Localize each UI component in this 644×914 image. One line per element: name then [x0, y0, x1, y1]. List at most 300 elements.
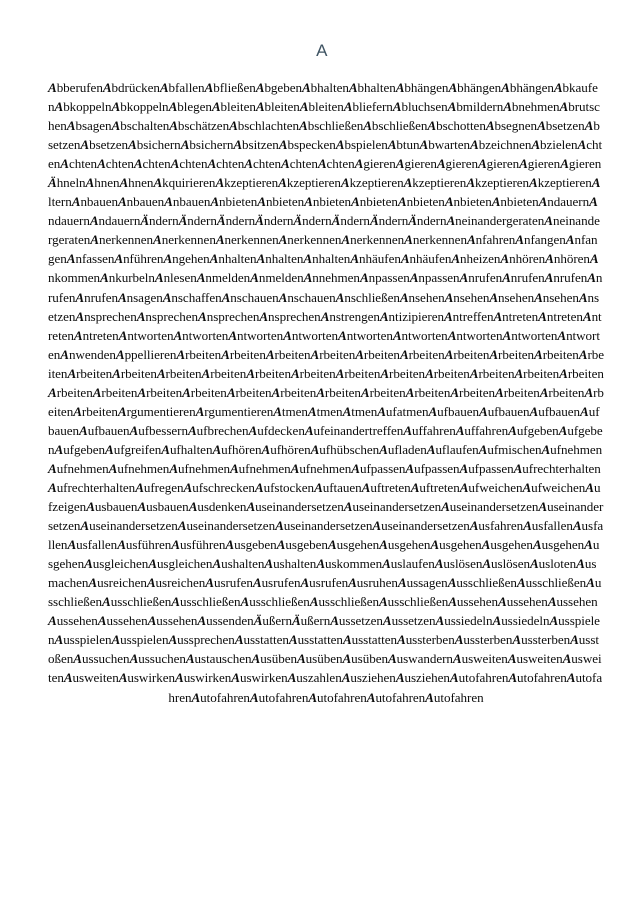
verb-entry: Ausziehen: [395, 670, 450, 686]
verb-entry: Achten: [244, 156, 282, 172]
verb-entry: Andauern: [89, 213, 141, 229]
verb-initial: A: [299, 99, 309, 115]
verb-entry: Abschätzen: [169, 118, 230, 134]
verb-entry: Ändern: [408, 213, 447, 229]
verb-entry: Aufgeben: [508, 422, 559, 438]
verb-initial: A: [459, 270, 469, 286]
verb-initial: A: [380, 365, 390, 381]
verb-initial: A: [264, 556, 274, 572]
verb-initial: A: [459, 479, 469, 495]
verb-entry: Auffahren: [455, 422, 509, 438]
verb-entry: Ausüben: [251, 651, 297, 667]
verb-initial: A: [507, 651, 517, 667]
verb-entry: Akzeptieren: [403, 175, 467, 191]
verb-entry: Aufnehmen: [541, 441, 603, 457]
verb-initial: A: [354, 156, 364, 172]
verb-initial: A: [307, 403, 317, 419]
verb-initial: A: [397, 575, 407, 591]
verb-entry: Absetzen: [80, 137, 129, 153]
verb-entry: Aufnehmen: [108, 460, 170, 476]
verb-entry: Anerkennen: [341, 232, 405, 248]
verb-entry: Abkoppeln: [111, 99, 169, 115]
verb-entry: Auseinandersetzen: [177, 518, 276, 534]
verb-entry: Anmelden: [250, 270, 304, 286]
verb-initial: A: [379, 308, 389, 324]
verb-entry: Ausgehen: [379, 537, 431, 553]
verb-initial: A: [225, 537, 235, 553]
verb-entry: Ändern: [255, 213, 294, 229]
verb-entry: Antreten: [493, 308, 539, 324]
verb-initial: A: [281, 156, 290, 172]
verb-initial: A: [538, 499, 548, 515]
verb-entry: Aufnehmen: [48, 460, 109, 476]
verb-entry: Abschließen: [363, 118, 428, 134]
verb-entry: Arbeiten: [221, 346, 266, 362]
verb-initial: A: [75, 308, 85, 324]
verb-entry: Arbeiten: [48, 384, 604, 419]
verb-initial: A: [405, 460, 415, 476]
verb-entry: Auslaufen: [382, 556, 435, 572]
verb-initial: A: [355, 346, 364, 362]
verb-initial: A: [102, 80, 112, 95]
verb-initial: A: [290, 460, 300, 476]
verb-initial: A: [434, 556, 444, 572]
verb-entry: Absetzen: [537, 118, 585, 134]
verb-entry: Aneinandergeraten: [446, 213, 545, 229]
verb-entry: Arbeiten: [335, 365, 381, 381]
verb-entry: Arbeiten: [360, 384, 406, 400]
verb-initial: A: [335, 137, 345, 153]
verb-entry: Anbauen: [164, 194, 211, 210]
verb-initial: Ä: [178, 213, 188, 229]
verb-initial: A: [469, 365, 479, 381]
verb-entry: Absitzen: [233, 137, 279, 153]
verb-entry: Aufmischen: [478, 441, 542, 457]
verb-initial: A: [296, 651, 306, 667]
verb-initial: A: [240, 594, 250, 610]
verb-entry: Auswirken: [175, 670, 232, 686]
verb-initial: A: [196, 270, 206, 286]
verb-entry: Antworten: [48, 327, 600, 362]
verb-initial: A: [441, 499, 450, 515]
verb-initial: A: [448, 80, 458, 95]
verb-entry: Ableiten: [299, 99, 344, 115]
verb-initial: A: [177, 518, 187, 534]
verb-entry: Arbeiten: [399, 346, 445, 362]
verb-entry: Anrufen: [75, 289, 118, 305]
verb-initial: A: [60, 346, 69, 362]
verb-initial: A: [118, 327, 128, 343]
verb-initial: A: [221, 289, 231, 305]
verb-initial: A: [489, 346, 499, 362]
verb-entry: Aufzeigen: [48, 479, 601, 515]
verb-entry: Anhören: [500, 251, 546, 267]
verb-initial: A: [66, 118, 76, 134]
verb-initial: A: [168, 632, 178, 648]
verb-initial: A: [164, 194, 173, 210]
verb-entry: Aussehen: [147, 613, 198, 629]
verb-entry: Antworten: [502, 327, 558, 343]
verb-entry: Ändern: [140, 213, 179, 229]
verb-initial: A: [466, 232, 476, 248]
verb-entry: Andauern: [48, 194, 598, 229]
verb-initial: A: [537, 118, 546, 134]
verb-initial: A: [300, 575, 310, 591]
verb-initial: A: [211, 99, 221, 115]
verb-entry: Agieren: [354, 156, 396, 172]
verb-entry: Arbeiten: [316, 384, 361, 400]
verb-initial: Ä: [253, 613, 263, 629]
verb-initial: A: [516, 575, 526, 591]
verb-initial: A: [233, 137, 243, 153]
verb-entry: Angehen: [163, 251, 210, 267]
verb-initial: A: [244, 156, 253, 172]
verb-entry: Anbauen: [117, 194, 165, 210]
verb-initial: A: [63, 670, 73, 686]
verb-initial: A: [531, 137, 541, 153]
verb-initial: A: [92, 384, 102, 400]
verb-entry: Anhalten: [256, 251, 304, 267]
verb-list: [48, 78, 604, 707]
verb-initial: A: [519, 156, 528, 172]
verb-entry: Aussehen: [48, 613, 98, 629]
verb-initial: A: [60, 156, 69, 172]
verb-entry: Abhängen: [501, 80, 554, 95]
verb-entry: Anhäufen: [400, 251, 452, 267]
verb-initial: A: [73, 651, 82, 667]
verb-entry: Auswandern: [387, 651, 453, 667]
verb-initial: A: [549, 613, 559, 629]
verb-initial: A: [589, 194, 598, 210]
verb-initial: A: [343, 99, 353, 115]
verb-initial: A: [584, 384, 594, 400]
verb-initial: A: [283, 327, 292, 343]
verb-entry: Aufstocken: [254, 479, 315, 495]
verb-initial: A: [366, 689, 376, 705]
verb-initial: A: [133, 156, 143, 172]
verb-initial: A: [430, 537, 440, 553]
verb-entry: Ausschließen: [516, 575, 587, 591]
verb-initial: A: [587, 270, 596, 286]
verb-entry: Antworten: [228, 327, 284, 343]
verb-initial: A: [183, 479, 193, 495]
verb-initial: A: [351, 460, 360, 476]
verb-initial: A: [212, 556, 222, 572]
verb-entry: Aussuchen: [73, 651, 130, 667]
verb-entry: Arbeiten: [559, 365, 604, 381]
verb-entry: Argumentieren: [117, 403, 196, 419]
verb-entry: Aussprechen: [168, 632, 235, 648]
verb-initial: A: [137, 499, 147, 515]
verb-entry: Auskommen: [316, 556, 383, 572]
verb-entry: Aussterben: [454, 632, 513, 648]
verb-initial: A: [111, 632, 121, 648]
verb-entry: Aussuchen: [129, 651, 186, 667]
verb-entry: Anschließen: [335, 289, 400, 305]
verb-entry: Absichern: [128, 137, 181, 153]
verb-initial: A: [447, 99, 457, 115]
verb-initial: Ä: [255, 213, 264, 229]
verb-initial: A: [591, 175, 601, 191]
verb-entry: Aufweichen: [459, 479, 523, 495]
verb-initial: A: [168, 99, 178, 115]
verb-initial: A: [361, 479, 371, 495]
verb-initial: A: [156, 365, 166, 381]
verb-entry: Arbeiten: [156, 365, 202, 381]
verb-initial: A: [342, 632, 352, 648]
verb-entry: Anbieten: [351, 194, 398, 210]
verb-initial: A: [560, 156, 569, 172]
verb-entry: Aufpassen: [351, 460, 406, 476]
verb-entry: Ausfallen: [67, 537, 118, 553]
verb-initial: A: [426, 441, 436, 457]
verb-entry: Akzeptieren: [340, 175, 404, 191]
verb-initial: A: [482, 556, 492, 572]
verb-initial: A: [577, 137, 587, 153]
verb-initial: Ä: [369, 213, 379, 229]
verb-initial: A: [444, 194, 454, 210]
verb-initial: A: [119, 175, 129, 191]
verb-initial: A: [137, 384, 147, 400]
verb-entry: Abschließen: [299, 118, 364, 134]
verb-entry: Atmen: [273, 403, 308, 419]
verb-entry: Ansagen: [117, 289, 163, 305]
verb-entry: Ausschließen: [102, 594, 172, 610]
verb-initial: A: [88, 575, 98, 591]
verb-initial: A: [278, 137, 288, 153]
verb-entry: Antreten: [538, 308, 583, 324]
verb-entry: Abluchsen: [392, 99, 448, 115]
verb-entry: Autofahren: [449, 670, 509, 686]
verb-entry: Absichern: [180, 137, 234, 153]
verb-entry: Aufnehmen: [229, 460, 291, 476]
verb-entry: Aussehen: [448, 594, 499, 610]
verb-initial: A: [351, 194, 360, 210]
verb-entry: Altern: [48, 175, 601, 210]
verb-entry: Anbieten: [210, 194, 258, 210]
verb-entry: Aushalten: [212, 556, 265, 572]
verb-entry: Aushalten: [264, 556, 317, 572]
verb-initial: A: [395, 80, 405, 95]
verb-entry: Antreten: [48, 308, 602, 343]
verb-entry: Ausschließen: [240, 594, 310, 610]
verb-initial: A: [387, 137, 397, 153]
verb-initial: A: [529, 556, 539, 572]
verb-entry: Ausweiten: [63, 670, 119, 686]
verb-initial: A: [397, 194, 407, 210]
verb-entry: Anschauen: [221, 289, 279, 305]
verb-initial: A: [310, 441, 320, 457]
verb-initial: A: [75, 289, 85, 305]
verb-entry: Auftauen: [314, 479, 362, 495]
verb-entry: Aufdecken: [248, 422, 305, 438]
verb-entry: Aufpassen: [405, 460, 460, 476]
verb-initial: A: [54, 441, 64, 457]
verb-initial: A: [584, 118, 594, 134]
verb-initial: A: [470, 137, 479, 153]
verb-initial: A: [304, 194, 313, 210]
verb-initial: A: [86, 499, 95, 515]
verb-entry: Ausgeben: [276, 537, 328, 553]
verb-entry: Abhalten: [301, 80, 349, 95]
verb-initial: A: [566, 670, 576, 686]
verb-initial: A: [419, 137, 429, 153]
verb-initial: A: [529, 403, 539, 419]
verb-initial: A: [466, 175, 475, 191]
verb-initial: A: [498, 594, 507, 610]
verb-initial: Ä: [291, 613, 301, 629]
verb-initial: A: [478, 441, 488, 457]
verb-initial: A: [182, 384, 191, 400]
verb-entry: Ausführen: [117, 537, 172, 553]
verb-initial: A: [335, 365, 345, 381]
verb-entry: Achten: [207, 156, 245, 172]
verb-initial: A: [207, 156, 217, 172]
verb-entry: Ausziehen: [341, 670, 396, 686]
verb-entry: Ausschließen: [171, 594, 241, 610]
verb-initial: A: [529, 175, 538, 191]
verb-entry: Arbeiten: [112, 365, 157, 381]
verb-initial: A: [338, 327, 347, 343]
verb-entry: Anerkennen: [215, 232, 279, 248]
verb-entry: Ausweiten: [48, 651, 602, 686]
verb-initial: A: [485, 118, 495, 134]
verb-initial: A: [129, 422, 139, 438]
verb-entry: Aufweichen: [522, 479, 586, 495]
verb-initial: A: [559, 365, 568, 381]
verb-entry: Auflaufen: [426, 441, 479, 457]
verb-entry: Arbeiten: [380, 365, 426, 381]
verb-initial: A: [538, 194, 548, 210]
verb-entry: Auszahlen: [287, 670, 342, 686]
verb-initial: A: [589, 251, 599, 267]
verb-initial: A: [129, 651, 139, 667]
verb-entry: Arbeiten: [226, 384, 272, 400]
verb-initial: A: [580, 403, 589, 419]
verb-entry: Abnehmen: [503, 99, 560, 115]
verb-entry: Aufgreifen: [105, 441, 162, 457]
verb-entry: Aufbauen: [428, 403, 479, 419]
verb-entry: Aufschrecken: [183, 479, 255, 495]
verb-initial: A: [257, 194, 266, 210]
verb-entry: Anbieten: [397, 194, 445, 210]
verb-entry: Ausschließen: [48, 575, 602, 610]
verb-initial: A: [495, 384, 504, 400]
verb-entry: Anheizen: [451, 251, 501, 267]
verb-initial: A: [348, 575, 357, 591]
verb-entry: Akzeptieren: [215, 175, 279, 191]
verb-initial: A: [54, 99, 64, 115]
verb-initial: A: [128, 137, 137, 153]
verb-initial: A: [115, 346, 125, 362]
verb-entry: Achten: [317, 156, 355, 172]
verb-initial: A: [403, 175, 413, 191]
verb-entry: Auseinandersetzen: [246, 499, 344, 515]
verb-initial: A: [153, 232, 162, 248]
verb-initial: A: [382, 556, 391, 572]
verb-initial: A: [89, 213, 99, 229]
verb-initial: A: [185, 651, 195, 667]
verb-entry: Aussehen: [97, 613, 148, 629]
verb-initial: A: [180, 137, 190, 153]
verb-initial: A: [198, 308, 207, 324]
verb-entry: Aussterben: [397, 632, 455, 648]
verb-entry: Abspecken: [278, 137, 336, 153]
verb-entry: Auseinandersetzen: [441, 499, 539, 515]
verb-entry: Akzeptieren: [278, 175, 341, 191]
verb-initial: A: [435, 613, 445, 629]
verb-initial: A: [444, 346, 454, 362]
verb-entry: Ahnen: [85, 175, 120, 191]
verb-initial: A: [578, 346, 588, 362]
verb-initial: A: [67, 537, 77, 553]
verb-initial: A: [481, 537, 491, 553]
verb-entry: Aufbauen: [48, 403, 600, 438]
verb-initial: A: [84, 556, 93, 572]
verb-initial: A: [250, 270, 259, 286]
verb-entry: Aufbauen: [79, 422, 130, 438]
verb-initial: A: [539, 384, 549, 400]
verb-initial: A: [570, 632, 579, 648]
verb-entry: Ausgleichen: [148, 556, 213, 572]
verb-entry: Abtun: [387, 137, 420, 153]
verb-initial: Ä: [216, 213, 226, 229]
verb-initial: A: [304, 422, 314, 438]
verb-entry: Argumentieren: [195, 403, 274, 419]
verb-entry: Anschaffen: [162, 289, 222, 305]
verb-initial: A: [502, 270, 511, 286]
verb-entry: Abberufen: [48, 80, 103, 95]
verb-initial: A: [251, 651, 261, 667]
verb-initial: A: [330, 613, 339, 629]
verb-initial: A: [97, 156, 106, 172]
verb-initial: A: [136, 308, 146, 324]
verb-entry: Anbieten: [304, 194, 352, 210]
verb-entry: Antworten: [118, 327, 174, 343]
verb-entry: Aussterben: [512, 632, 571, 648]
verb-entry: Abrutschen: [48, 99, 600, 134]
verb-initial: A: [303, 251, 313, 267]
verb-entry: Aufhören: [212, 441, 262, 457]
verb-entry: Auswirken: [118, 670, 175, 686]
verb-initial: A: [316, 556, 325, 572]
verb-initial: A: [154, 270, 164, 286]
verb-entry: Aussenden: [197, 613, 254, 629]
verb-initial: A: [341, 670, 351, 686]
verb-entry: Andauern: [538, 194, 590, 210]
verb-initial: A: [102, 594, 111, 610]
verb-initial: A: [403, 422, 412, 438]
verb-initial: A: [523, 518, 532, 534]
verb-initial: A: [557, 327, 567, 343]
verb-entry: Ausgehen: [430, 537, 482, 553]
verb-entry: Anschauen: [278, 289, 336, 305]
verb-entry: Ausmachen: [48, 556, 597, 591]
verb-initial: A: [259, 308, 269, 324]
verb-initial: A: [425, 689, 434, 705]
verb-entry: Anhören: [545, 251, 590, 267]
verb-entry: Anerkennen: [153, 232, 216, 248]
verb-initial: A: [108, 460, 118, 476]
verb-initial: A: [514, 365, 524, 381]
verb-entry: Arbeiten: [425, 365, 470, 381]
verb-initial: A: [343, 499, 353, 515]
verb-initial: A: [197, 613, 207, 629]
verb-entry: Abgeben: [255, 80, 302, 95]
verb-initial: A: [545, 251, 554, 267]
verb-entry: Aufrechterhalten: [48, 479, 136, 495]
verb-initial: A: [578, 289, 588, 305]
